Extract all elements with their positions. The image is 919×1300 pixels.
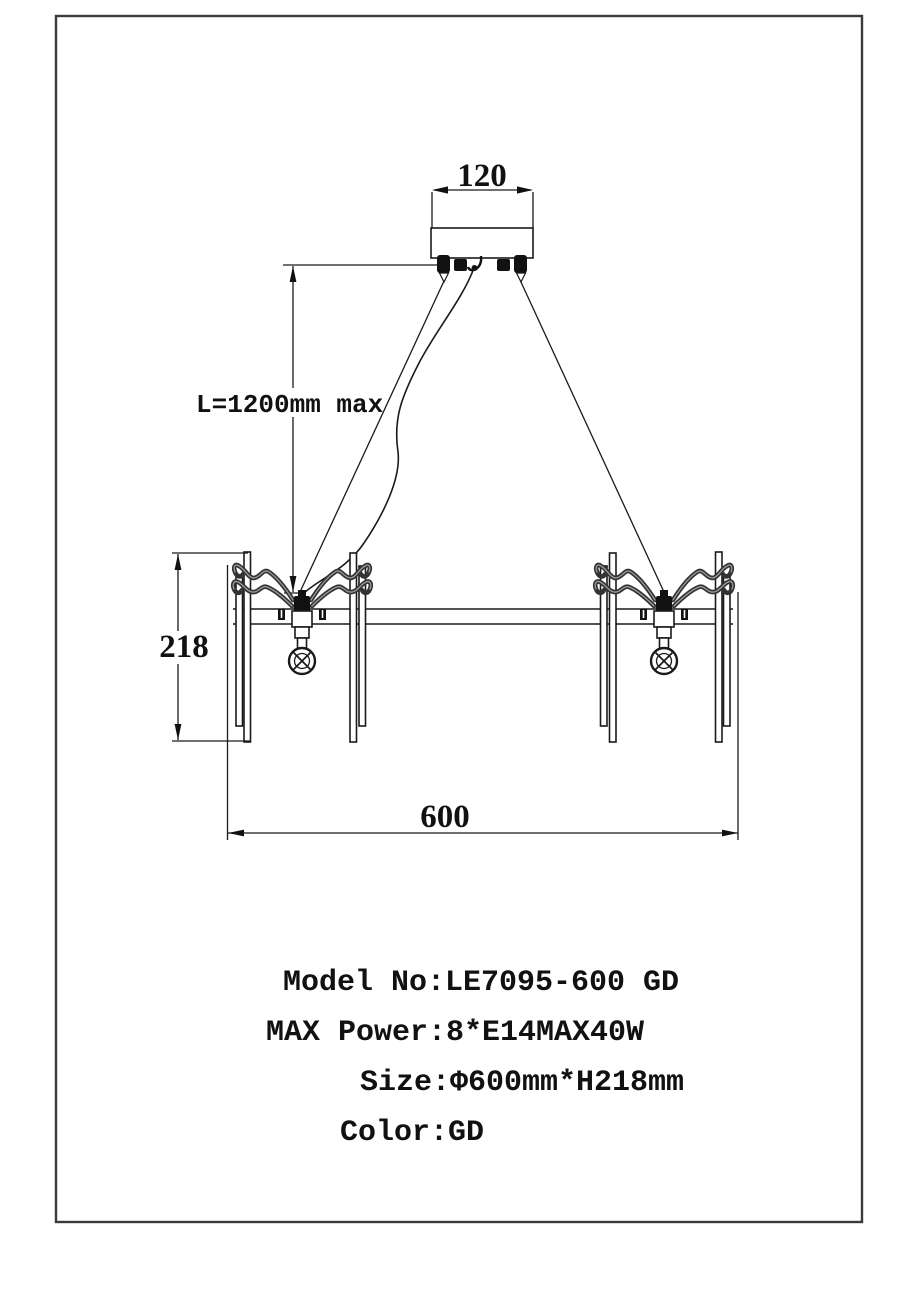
canopy-connector-right — [497, 259, 510, 271]
body-height-value: 218 — [159, 629, 209, 665]
fixture-right-half — [595, 552, 733, 742]
arrow-left-icon — [228, 830, 244, 837]
socket-cap — [294, 596, 310, 612]
arrow-down-icon — [290, 576, 297, 592]
spec-model: Model No:LE7095-600 GD — [283, 966, 680, 1000]
hub-body — [292, 611, 312, 627]
canopy-width-value: 120 — [457, 158, 507, 194]
stem-upper — [295, 627, 309, 638]
arrow-up-icon — [290, 266, 297, 282]
arrow-right-icon — [722, 830, 738, 837]
power-cord — [303, 268, 474, 594]
stem-lower — [298, 638, 307, 648]
canopy-connector-left — [454, 259, 467, 271]
arrow-up-icon — [175, 554, 182, 570]
spec-power: MAX Power:8*E14MAX40W — [266, 1016, 645, 1050]
cable-gripper-right — [514, 255, 527, 273]
arrow-down-icon — [175, 724, 182, 740]
cable-nub — [298, 590, 306, 597]
suspension-length-value: L=1200mm max — [196, 390, 384, 420]
fixture-left-half — [233, 552, 371, 742]
dimension-canopy-width — [432, 158, 533, 228]
ceiling-canopy — [431, 228, 533, 282]
arrow-right-icon — [517, 186, 533, 193]
cable-clamp-left — [440, 273, 449, 282]
crystal-rod — [350, 553, 357, 742]
cable-clamp-right — [517, 273, 526, 282]
suspension-cable-left — [300, 281, 444, 592]
spec-size: Size:Φ600mm*H218mm — [360, 1066, 685, 1100]
spec-color: Color:GD — [340, 1116, 485, 1150]
suspension-cable-right — [521, 281, 665, 592]
body-width-value: 600 — [420, 799, 470, 835]
crystal-rod — [244, 552, 251, 742]
crystal-rod — [236, 575, 243, 726]
arrow-left-icon — [432, 186, 448, 193]
bulb-icon — [289, 648, 315, 674]
cable-gripper-left — [437, 255, 450, 273]
dimension-suspension-length — [196, 265, 437, 593]
spec-block — [266, 966, 684, 1150]
